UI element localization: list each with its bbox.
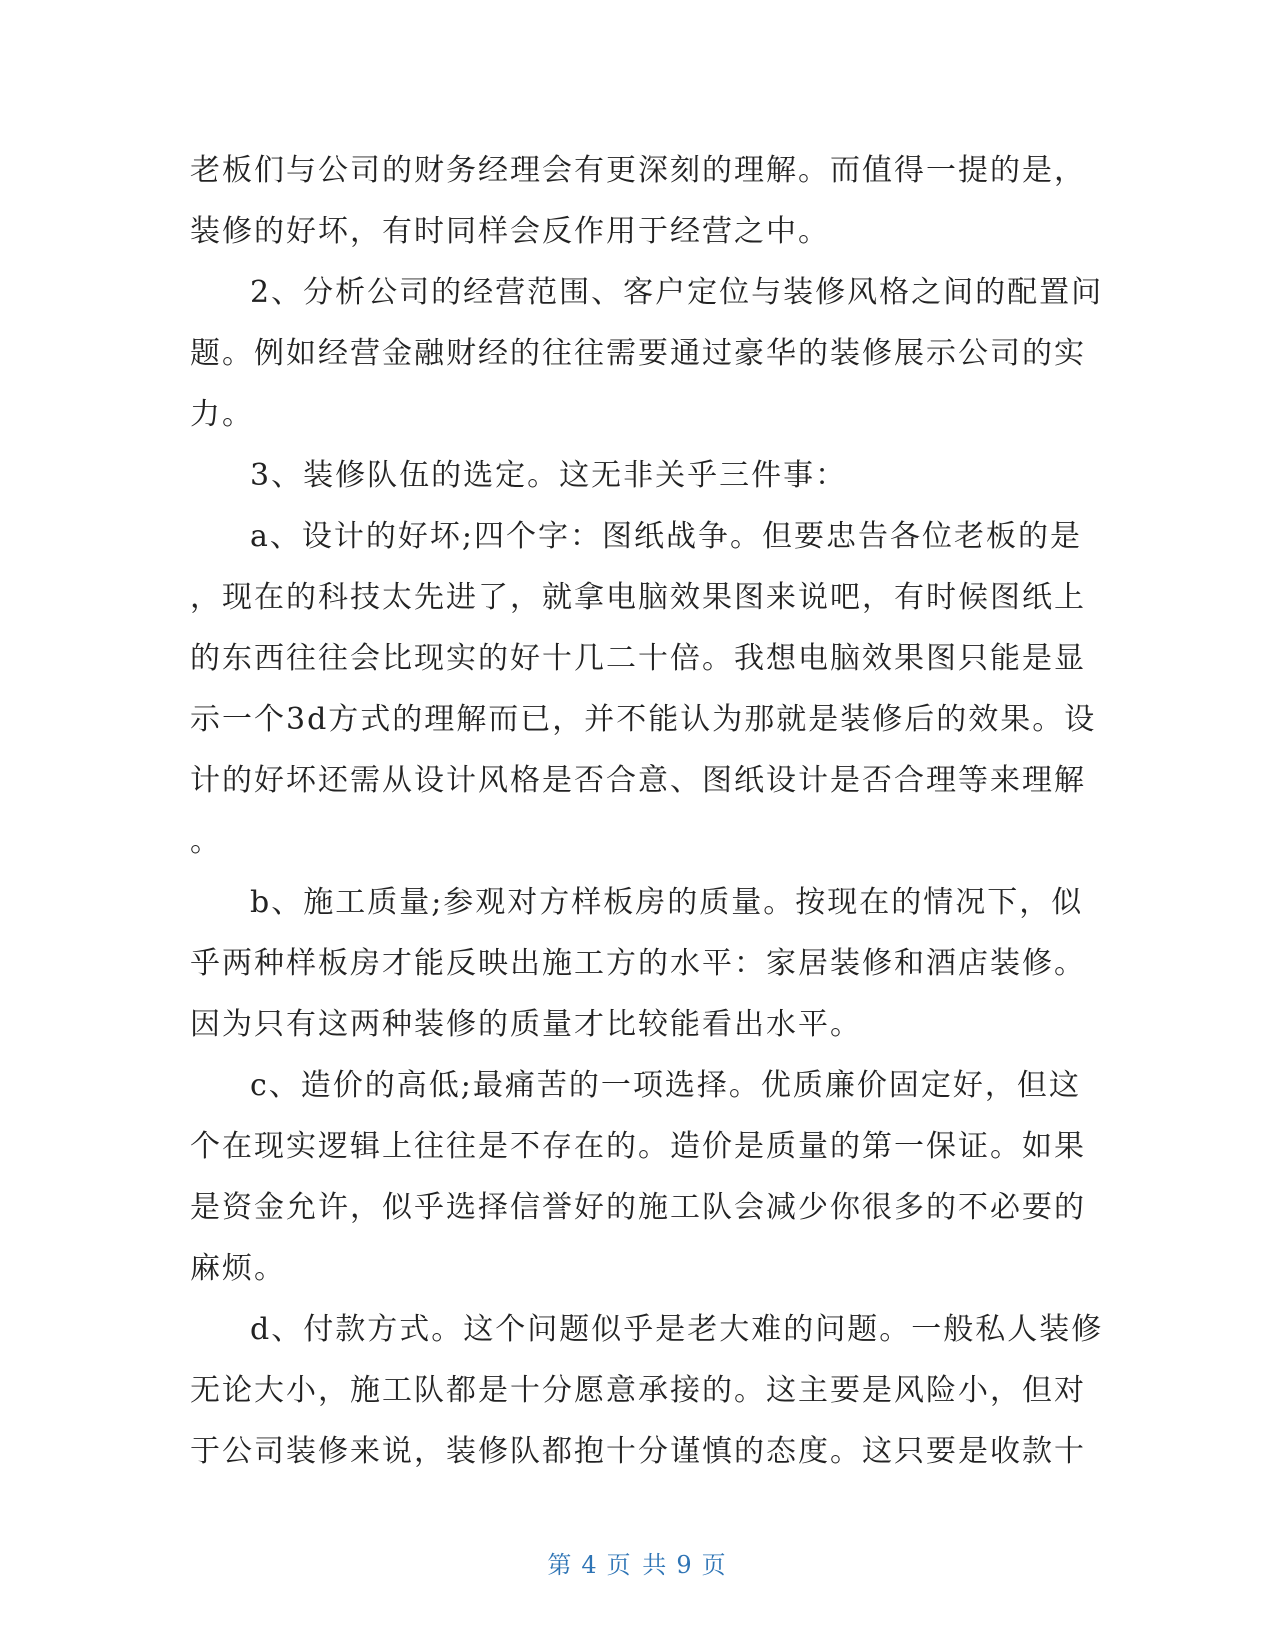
text-line: ，现在的科技太先进了，就拿电脑效果图来说吧，有时候图纸上	[190, 580, 1086, 615]
text-line: d、付款方式。这个问题似乎是老大难的问题。一般私人装修	[250, 1312, 1104, 1347]
text-line: 无论大小，施工队都是十分愿意承接的。这主要是风险小，但对	[190, 1373, 1086, 1408]
text-line: c、造价的高低;最痛苦的一项选择。优质廉价固定好，但这	[250, 1068, 1081, 1103]
total-page-count: 9	[676, 1551, 694, 1579]
text-line: 是资金允许，似乎选择信誉好的施工队会减少你很多的不必要的	[190, 1190, 1086, 1225]
current-page-number: 4	[581, 1551, 599, 1579]
body-text	[190, 140, 1104, 1482]
text-line: 的东西往往会比现实的好十几二十倍。我想电脑效果图只能是显	[190, 641, 1086, 676]
page-footer	[0, 1545, 1275, 1580]
text-line: 麻烦。	[190, 1251, 286, 1286]
text-line: 老板们与公司的财务经理会有更深刻的理解。而值得一提的是，	[190, 153, 1086, 188]
text-line: 计的好坏还需从设计风格是否合意、图纸设计是否合理等来理解	[190, 763, 1086, 798]
text-line: 因为只有这两种装修的质量才比较能看出水平。	[190, 1007, 862, 1042]
text-line: 示一个3d方式的理解而已，并不能认为那就是装修后的效果。设	[190, 702, 1097, 737]
text-line: 个在现实逻辑上往往是不存在的。造价是质量的第一保证。如果	[190, 1129, 1086, 1164]
text-line: 力。	[190, 397, 254, 432]
text-line: 。	[190, 824, 222, 859]
text-line: 乎两种样板房才能反映出施工方的水平：家居装修和酒店装修。	[190, 946, 1086, 981]
text-line: 3、装修队伍的选定。这无非关乎三件事：	[250, 458, 848, 493]
text-line: b、施工质量;参观对方样板房的质量。按现在的情况下，似	[250, 885, 1084, 920]
footer-suffix: 页	[701, 1551, 728, 1579]
text-line: 装修的好坏，有时同样会反作用于经营之中。	[190, 214, 830, 249]
footer-middle: 页 共	[606, 1551, 669, 1579]
footer-prefix: 第	[547, 1551, 574, 1579]
text-line: 题。例如经营金融财经的往往需要通过豪华的装修展示公司的实	[190, 336, 1086, 371]
text-line: 2、分析公司的经营范围、客户定位与装修风格之间的配置问	[250, 275, 1104, 310]
text-line: a、设计的好坏;四个字：图纸战争。但要忠告各位老板的是	[250, 519, 1082, 554]
text-line: 于公司装修来说，装修队都抱十分谨慎的态度。这只要是收款十	[190, 1434, 1086, 1469]
